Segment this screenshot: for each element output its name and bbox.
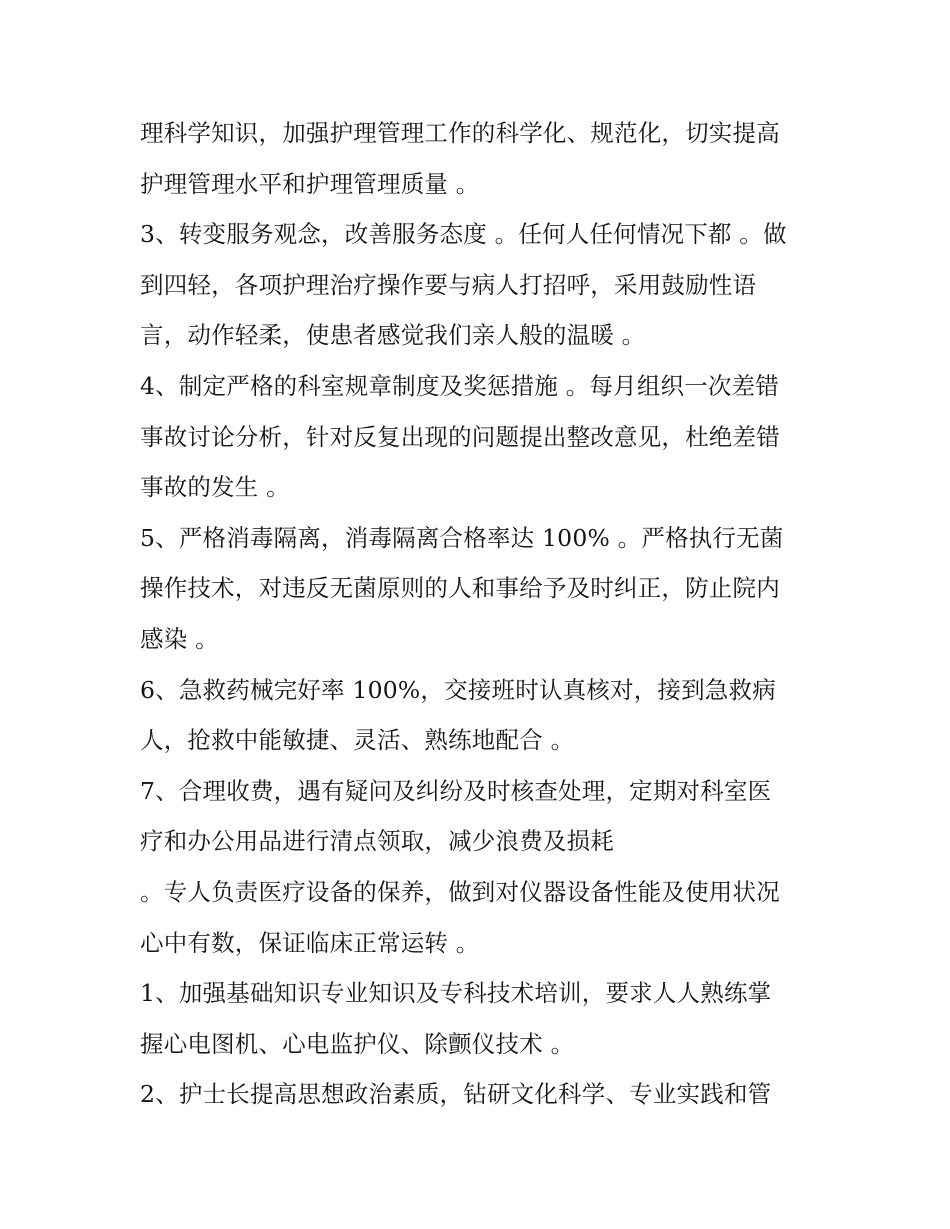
text-line: 心中有数，保证临床正常运转 。 (140, 928, 480, 957)
text-line: 7、合理收费，遇有疑问及纠纷及时核查处理，定期对科室医 (140, 776, 772, 805)
text-line: 。专人负责医疗设备的保养，做到对仪器设备性能及使用状况 (140, 877, 780, 906)
text-line: 3、转变服务观念，改善服务态度 。任何人任何情况下都 。做 (140, 220, 787, 249)
text-line: 操作技术，对违反无菌原则的人和事给予及时纠正，防止院内 (140, 574, 780, 603)
text-line: 5、严格消毒隔离，消毒隔离合格率达 100% 。严格执行无菌 (140, 523, 784, 552)
text-line: 2、护士长提高思想政治素质，钻研文化科学、专业实践和管 (140, 1080, 772, 1109)
text-line: 人，抢救中能敏捷、灵活、熟练地配合 。 (140, 726, 575, 755)
text-line: 护理管理水平和护理管理质量 。 (140, 169, 480, 198)
text-line: 握心电图机、心电监护仪、除颤仪技术 。 (140, 1029, 575, 1058)
text-line: 理科学知识，加强护理管理工作的科学化、规范化，切实提高 (140, 119, 780, 147)
text-line: 4、制定严格的科室规章制度及奖惩措施 。每月组织一次差错 (140, 371, 780, 400)
text-line: 事故讨论分析，针对反复出现的问题提出整改意见，杜绝差错 (140, 422, 780, 451)
text-line: 言，动作轻柔，使患者感觉我们亲人般的温暖 。 (140, 321, 646, 350)
text-line: 事故的发生 。 (140, 473, 290, 502)
text-line: 6、急救药械完好率 100%，交接班时认真核对，接到急救病 (140, 675, 776, 704)
text-line: 到四轻，各项护理治疗操作要与病人打招呼，采用鼓励性语 (140, 270, 757, 299)
text-line: 疗和办公用品进行清点领取，减少浪费及损耗 (140, 827, 614, 856)
text-line: 1、加强基础知识专业知识及专科技术培训，要求人人熟练掌 (140, 979, 772, 1008)
body-text (140, 108, 840, 1120)
text-line: 感染 。 (140, 624, 219, 653)
